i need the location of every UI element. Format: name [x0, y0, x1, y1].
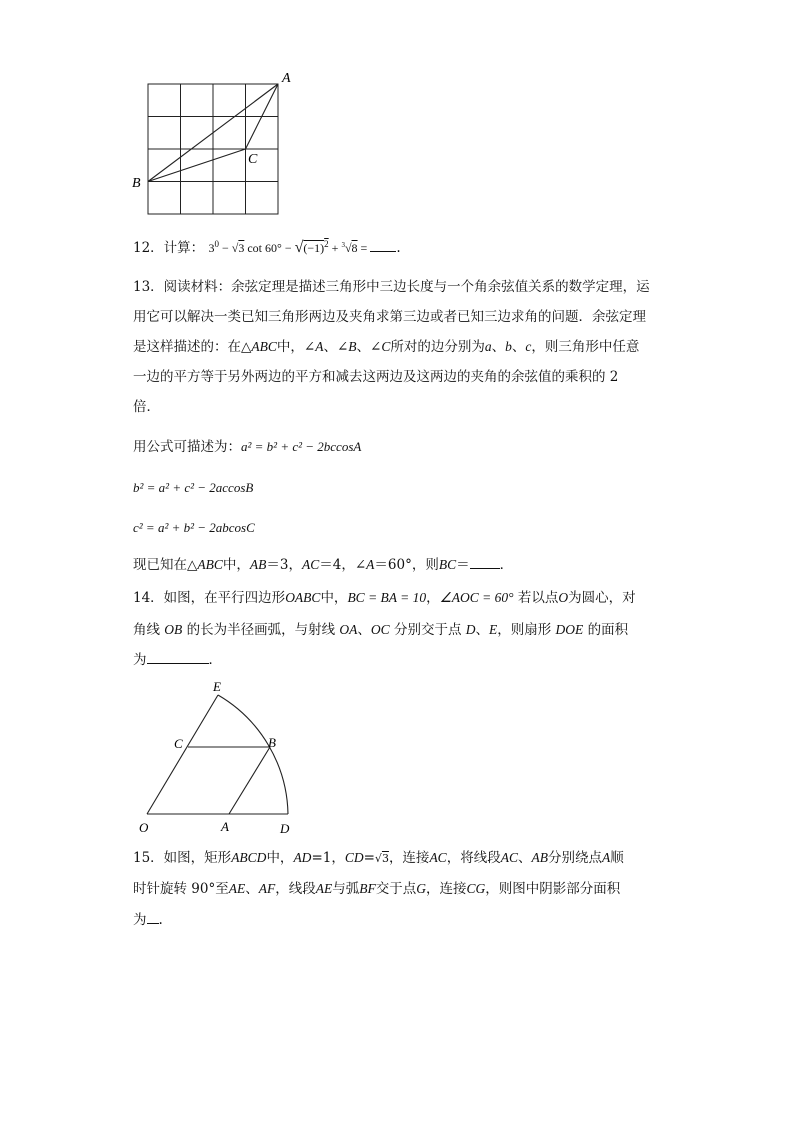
- q13-triangle: ABC: [251, 339, 277, 354]
- q14-seg: OB: [164, 622, 183, 637]
- q14-text: 的面积: [583, 622, 629, 638]
- label-A: A: [282, 71, 291, 86]
- q13-triangle: ABC: [197, 557, 223, 572]
- parallelogram-arc-figure: [132, 677, 307, 839]
- q15-text: 交于点: [375, 881, 417, 897]
- grid-triangle-figure: [128, 66, 298, 222]
- q15-text: 时针旋转 90°至: [133, 881, 229, 897]
- q12-equals: =: [357, 241, 371, 255]
- q13-line5: 倍．: [133, 399, 160, 415]
- q15-seg: AC: [500, 850, 518, 865]
- q14-point: E: [489, 622, 498, 637]
- q14-condition-2: ∠AOC = 60°: [439, 590, 514, 605]
- q15-seg: AE: [228, 881, 246, 896]
- q15-text: 、: [245, 881, 259, 897]
- label-D: D: [280, 821, 290, 836]
- q13-question: [133, 555, 513, 575]
- q13-line2: 用它可以解决一类已知三角形两边及夹角求第三边或者已知三边求角的问题．余弦定理: [133, 309, 646, 325]
- q13-text: 是这样描述的：在△: [133, 339, 252, 355]
- label-B: B: [268, 735, 276, 750]
- q15-text: =1，: [311, 850, 345, 866]
- q15-text: 中，: [266, 850, 294, 866]
- q13-side: BC: [438, 557, 457, 572]
- q15-point: G: [416, 881, 426, 896]
- q15-answer-blank[interactable]: [147, 910, 159, 924]
- q12-base: 3: [208, 241, 215, 255]
- sqrt-sign-icon: √: [374, 852, 382, 865]
- q12-end: .: [396, 240, 401, 256]
- label-B: B: [132, 176, 141, 191]
- q15-shape: ABCD: [231, 850, 267, 865]
- q13-angle: B: [348, 339, 357, 354]
- label-C: C: [248, 152, 258, 167]
- q13-text: ＝60°，则: [374, 557, 439, 573]
- q13-line1: 13．阅读材料：余弦定理是描述三角形中三边长度与一个角余弦值关系的数学定理，运: [133, 279, 650, 295]
- formula-b: b² = a² + c² − 2accosB: [133, 480, 254, 495]
- q13-side: b: [505, 339, 512, 354]
- q13-text: ，则三角形中任意: [531, 339, 640, 355]
- q15-arc: BF: [359, 881, 376, 896]
- q13-text: 、∠: [323, 339, 349, 355]
- q14-text: ，: [426, 590, 440, 606]
- sqrt-sign-icon: √: [294, 239, 304, 256]
- q14-text: 若以点: [513, 590, 559, 606]
- q15-line3: [133, 910, 163, 930]
- q13-formula-intro: 用公式可描述为：: [133, 439, 241, 455]
- q14-seg: OC: [370, 622, 390, 637]
- q13-text: ＝: [456, 557, 470, 573]
- q15-text: ，线段: [275, 881, 316, 897]
- q13-text: 、∠: [356, 339, 382, 355]
- q12-expression: [208, 241, 370, 255]
- q14-line2: [133, 620, 628, 640]
- q14-sector: DOE: [555, 622, 584, 637]
- q15-point: A: [601, 850, 611, 865]
- q15-seg: AB: [531, 850, 548, 865]
- q12-number: 12．计算：: [133, 240, 205, 256]
- q13-text: 现已知在△: [133, 557, 198, 573]
- q13-formula-1: [133, 437, 361, 457]
- q15-line2: [133, 879, 620, 899]
- q13-text: 、: [511, 339, 526, 355]
- q15-text: 与弧: [332, 881, 360, 897]
- q13-end: ．: [499, 557, 514, 573]
- q15-text: ，则图中阴影部分面积: [485, 881, 621, 897]
- q15-end: .: [158, 912, 163, 928]
- label-C: C: [174, 736, 183, 751]
- q15-text: ，连接: [388, 850, 430, 866]
- q12-cot: cot 60°: [247, 241, 282, 255]
- q14-shape: OABC: [285, 590, 321, 605]
- q14-answer-blank[interactable]: [147, 650, 209, 664]
- q15-seg: AD: [293, 850, 312, 865]
- q14-text: 角线: [133, 622, 165, 638]
- q14-text: 14．如图，在平行四边形: [133, 590, 286, 606]
- q13-text: 中，∠: [276, 339, 316, 355]
- q15-text: 顺: [610, 850, 624, 866]
- q13-side: AB: [249, 557, 267, 572]
- q14-text: 为: [133, 652, 147, 668]
- q13-text: ＝3，: [266, 557, 302, 573]
- q15-seg: AC: [429, 850, 447, 865]
- q14-end: ．: [208, 652, 222, 668]
- label-A: A: [221, 819, 229, 834]
- q14-text: 的长为半径画弧，与射线: [182, 622, 340, 638]
- q12-cbrt-index: 3: [341, 241, 345, 249]
- q12-cbrt-radicand: 8: [351, 241, 358, 255]
- q15-text: =: [363, 850, 375, 866]
- q13-line3: [133, 337, 639, 357]
- label-E: E: [213, 679, 221, 694]
- q13-angle: C: [381, 339, 391, 354]
- q14-text: 分别交于点: [389, 622, 466, 638]
- q14-text: 中，: [320, 590, 348, 606]
- q12-inner-exp: 2: [324, 239, 329, 249]
- parallelogram-lines: [147, 695, 288, 814]
- q15-text: 15．如图，矩形: [133, 850, 232, 866]
- formula-a: a² = b² + c² − 2bccosA: [241, 439, 362, 454]
- q14-text: 、: [475, 622, 489, 638]
- q14-text: ，则扇形: [497, 622, 556, 638]
- q13-text: 中，: [222, 557, 250, 573]
- q15-text: 为: [133, 912, 147, 928]
- q13-text: ＝4，∠: [319, 557, 367, 573]
- q13-line4: 一边的平方等于另外两边的平方和减去这两边及这两边的夹角的余弦值的乘积的 2: [133, 369, 619, 385]
- q13-angle: A: [315, 339, 324, 354]
- q12-minus2: −: [281, 241, 295, 255]
- q13-text: 所对的边分别为: [390, 339, 485, 355]
- q12-inner: (−1): [303, 241, 325, 255]
- q15-line1: [133, 848, 624, 869]
- q13-side: c: [525, 339, 532, 354]
- q14-point: D: [465, 622, 476, 637]
- q15-text: ，将线段: [446, 850, 501, 866]
- q15-seg: CG: [466, 881, 486, 896]
- q14-point: O: [558, 590, 569, 605]
- q14-condition-1: BC = BA = 10: [347, 590, 427, 605]
- q12-exp: 0: [214, 239, 219, 249]
- q13-angle: A: [366, 557, 375, 572]
- q12-sqrt3: 3: [238, 241, 245, 255]
- q13-answer-blank[interactable]: [470, 555, 500, 569]
- q12-plus: +: [328, 241, 342, 255]
- q14-text: 、: [357, 622, 371, 638]
- q14-line1: [133, 588, 636, 608]
- q15-seg: AF: [258, 881, 276, 896]
- label-O: O: [139, 820, 149, 835]
- question-12: [133, 238, 401, 258]
- q15-text: 、: [517, 850, 532, 866]
- q12-answer-blank[interactable]: [370, 238, 396, 252]
- q15-seg: AE: [315, 881, 333, 896]
- q13-text: 、: [491, 339, 506, 355]
- q14-line3: [133, 650, 222, 670]
- sqrt-sign-icon: √: [231, 241, 239, 255]
- q15-text: 分别绕点: [547, 850, 602, 866]
- q14-seg: OA: [339, 622, 358, 637]
- q15-sqrt-radicand: 3: [381, 852, 389, 865]
- formula-c: c² = a² + b² − 2abcosC: [133, 520, 255, 535]
- cbrt-sign-icon: √: [344, 241, 352, 255]
- q14-text: 为圆心，对: [568, 590, 636, 606]
- q13-side: a: [484, 339, 492, 354]
- q12-minus1: −: [218, 241, 232, 255]
- q15-text: ，连接: [425, 881, 467, 897]
- q15-seg: CD: [344, 850, 364, 865]
- grid-lines: [148, 84, 278, 214]
- q13-side: AC: [301, 557, 320, 572]
